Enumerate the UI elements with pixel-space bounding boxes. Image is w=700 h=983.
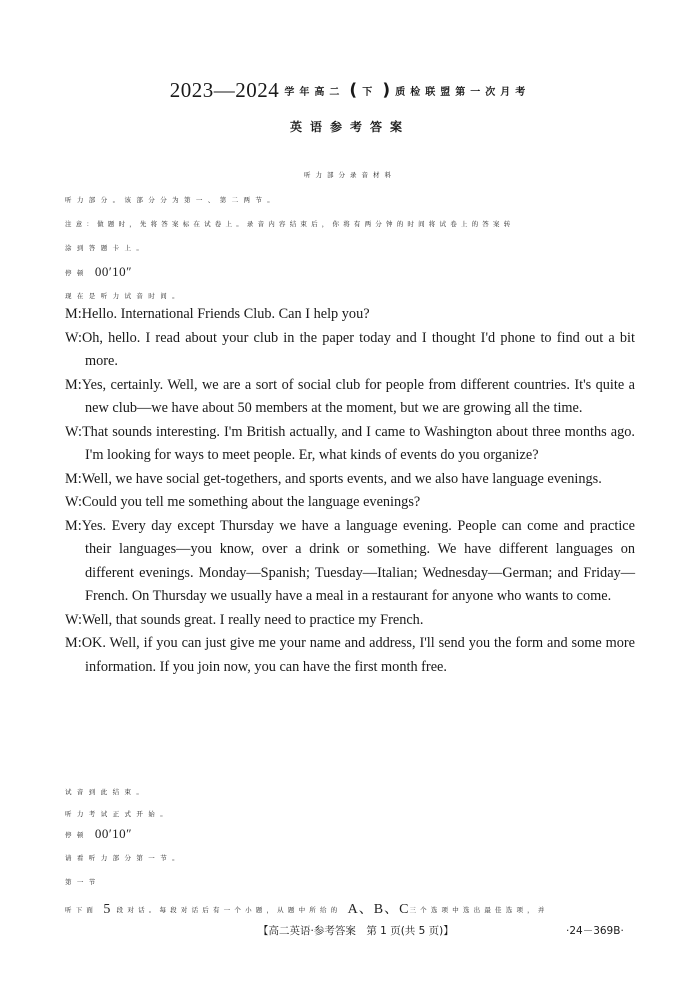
speaker-label: M <box>65 306 78 322</box>
instruction-line: 涂到答题卡上。 <box>65 244 149 252</box>
dialogue-turn: M:Yes. Every day except Thursday we have a language evening. People can come and practice their languages—you know, over a drink or something. We have different languages on different evenings. Monday—Spanish; Tuesday—Italian; Wednesday—German; and Friday—French. On Thursday we usually have a meal in a restaurant for anyone who wants to come. <box>65 517 635 604</box>
section-label: 第一节 <box>65 878 101 886</box>
dialogue-turn: M:Yes, certainly. Well, we are a sort of social club for people from different countries. It's quite a new club—we have about 50 members at the moment, but we are growing all the time. <box>65 376 635 416</box>
speaker-label: W <box>65 611 78 628</box>
option-letters: A、B、C <box>347 902 410 917</box>
dialogue-text: Hello. International Friends Club. Can I help you? <box>81 306 370 322</box>
dialogue-count: 5 <box>103 902 111 917</box>
dialogue-text: Well, that sounds great. I really need to practice my French. <box>81 611 424 628</box>
instruction-line <box>65 898 549 918</box>
dialogue-turn: M:OK. Well, if you can just give me your name and address, I'll send you the form and some more information. If you join now, you can have the first month free. <box>65 635 635 675</box>
dialogue-turn: M:Hello. International Friends Club. Can I help you? <box>65 306 370 322</box>
pause-label: 停顿 <box>65 269 89 277</box>
instruction-line: 试音到此结束。 <box>65 788 149 796</box>
instruction-text: 段对话。每段对话后有一个小题，从题中所给的 <box>116 906 342 914</box>
dialogue-text: Yes, certainly. Well, we are a sort of social club for people from different countries. It's quite a new club—we have about 50 members at the moment, but we are growing all the time. <box>81 376 635 416</box>
title-paren-word: 下 <box>362 87 378 98</box>
speaker-label: M <box>65 635 78 651</box>
pause-line <box>65 264 132 280</box>
dialogue-text: OK. Well, if you can just give me your name and address, I'll send you the form and some more information. If you join now, you can have the first month free. <box>81 635 635 675</box>
instruction-line: 请看听力部分第一节。 <box>65 854 184 862</box>
pause-time: 00′10″ <box>94 826 133 841</box>
page-subtitle: 英语参考答案 <box>289 120 410 134</box>
instruction-text: 听下面 <box>65 906 98 914</box>
instruction-line: 听力考试正式开始。 <box>65 810 173 818</box>
dialogue-turn: W:That sounds interesting. I'm British actually, and I came to Washington about three months ago. I'm looking for ways to meet people. Er, what kinds of events do you organize? <box>65 423 635 463</box>
speaker-label: W <box>65 423 78 440</box>
speaker-label: M <box>65 376 78 393</box>
pause-time: 00′10″ <box>94 264 133 279</box>
dialogue-text: Well, we have social get-togethers, and sports events, and we also have language evenings. <box>81 470 602 487</box>
page-title <box>0 78 700 103</box>
dialogue-turn: W:Could you tell me something about the language evenings? <box>65 494 421 510</box>
dialogue-turn: W:Well, that sounds great. I really need to practice my French. <box>65 611 424 628</box>
instruction-text: 三个选项中选出最佳选项，并 <box>409 906 549 914</box>
instruction-line: 现在是听力试音时间。 <box>65 292 184 300</box>
title-year: 2023—2024 <box>169 78 280 102</box>
dialogue-text: That sounds interesting. I'm British actually, and I came to Washington about three months ago. I'm looking for ways to meet people. Er, what kinds of events do you organize? <box>81 423 635 463</box>
dialogue-text: Could you tell me something about the language evenings? <box>81 494 421 510</box>
dialogue-transcript <box>65 303 635 679</box>
dialogue-turn: M:Well, we have social get-togethers, and sports events, and we also have language evenings. <box>65 470 602 487</box>
speaker-label: W <box>65 329 78 346</box>
speaker-label: M <box>65 517 78 534</box>
dialogue-text: Oh, hello. I read about your club in the paper today and I thought I'd phone to find out a bit more. <box>81 329 635 369</box>
speaker-label: M <box>65 470 78 487</box>
title-end: 质检联盟第一次月考 <box>395 87 531 98</box>
instruction-line: 听力部分。该部分分为第一、第二两节。 <box>65 196 280 204</box>
section-heading: 听力部分录音材料 <box>304 171 396 179</box>
instruction-line: 注意：做题时，先将答案标在试卷上。录音内容结束后，你将有两分钟的时间将试卷上的答案转 <box>65 220 515 228</box>
dialogue-text: Yes. Every day except Thursday we have a language evening. People can come and practice their languages—you know, over a drink or something. We have different languages on different evenings. Monday—Spanish; Tuesday—Italian; Wednesday—German; and Friday—French. On Thursday we usually have a meal in a restaurant for anyone who wants to come. <box>81 517 635 604</box>
pause-label: 停顿 <box>65 831 89 839</box>
footer-page-info: 【高二英语·参考答案 第 1 页(共 5 页)】 <box>258 925 454 937</box>
title-paren-close: ) <box>382 80 391 101</box>
dialogue-turn: W:Oh, hello. I read about your club in the paper today and I thought I'd phone to find out a bit more. <box>65 329 635 369</box>
title-paren-open: ( <box>349 80 358 101</box>
title-mid: 学年高二 <box>284 87 345 98</box>
pause-line <box>65 826 132 842</box>
footer-code: ·24－369B· <box>566 925 624 937</box>
speaker-label: W <box>65 494 78 510</box>
